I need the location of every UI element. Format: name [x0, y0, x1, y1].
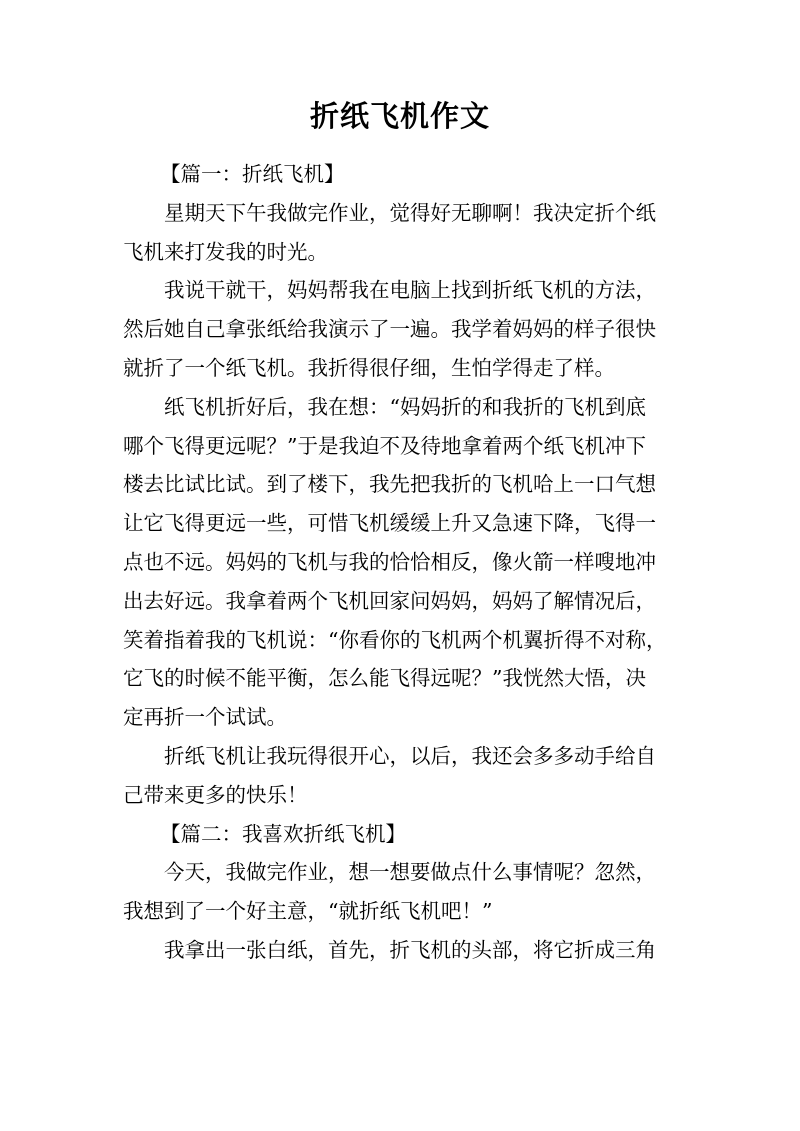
document-body — [123, 155, 679, 970]
paragraph-line: 折纸飞机让我玩得很开心，以后，我还会多多动手给自 — [164, 743, 656, 768]
paragraph-line: 今天，我做完作业，想一想要做点什么事情呢？忽然， — [164, 860, 656, 885]
paragraph-line: 就折了一个纸飞机。我折得很仔细，生怕学得走了样。 — [123, 355, 615, 380]
document-title: 折纸飞机作文 — [309, 99, 490, 133]
paragraph-line: 楼去比试比试。到了楼下，我先把我折的飞机哈上一口气想 — [123, 472, 656, 497]
paragraph-line: 飞机来打发我的时光。 — [123, 239, 328, 264]
paragraph-line: 让它飞得更远一些，可惜飞机缓缓上升又急速下降，飞得一 — [123, 511, 656, 536]
paragraph-line: 我说干就干，妈妈帮我在电脑上找到折纸飞机的方法， — [164, 278, 656, 303]
paragraph-line: 哪个飞得更远呢？”于是我迫不及待地拿着两个纸飞机冲下 — [123, 433, 646, 458]
section-heading: 【篇一：折纸飞机】 — [160, 162, 345, 186]
section-heading: 【篇二：我喜欢折纸飞机】 — [160, 821, 406, 846]
paragraph-line: 然后她自己拿张纸给我演示了一遍。我学着妈妈的样子很快 — [123, 317, 656, 342]
paragraph-line: 我拿出一张白纸，首先，折飞机的头部，将它折成三角 — [164, 937, 656, 962]
paragraph-line: 纸飞机折好后，我在想：“妈妈折的和我折的飞机到底 — [164, 394, 646, 419]
paragraph-line: 定再折一个试试。 — [123, 705, 287, 730]
paragraph-line: 星期天下午我做完作业，觉得好无聊啊！我决定折个纸 — [164, 200, 656, 225]
paragraph-line: 它飞的时候不能平衡，怎么能飞得远呢？”我恍然大悟，决 — [123, 666, 646, 691]
paragraph-line: 己带来更多的快乐！ — [123, 782, 308, 807]
paragraph-line: 点也不远。妈妈的飞机与我的恰恰相反，像火箭一样嗖地冲 — [123, 549, 656, 574]
paragraph-line: 我想到了一个好主意，“就折纸飞机吧！” — [123, 899, 493, 924]
paragraph-line: 出去好远。我拿着两个飞机回家问妈妈，妈妈了解情况后， — [123, 588, 656, 613]
paragraph-line: 笑着指着我的飞机说：“你看你的飞机两个机翼折得不对称， — [123, 627, 667, 652]
